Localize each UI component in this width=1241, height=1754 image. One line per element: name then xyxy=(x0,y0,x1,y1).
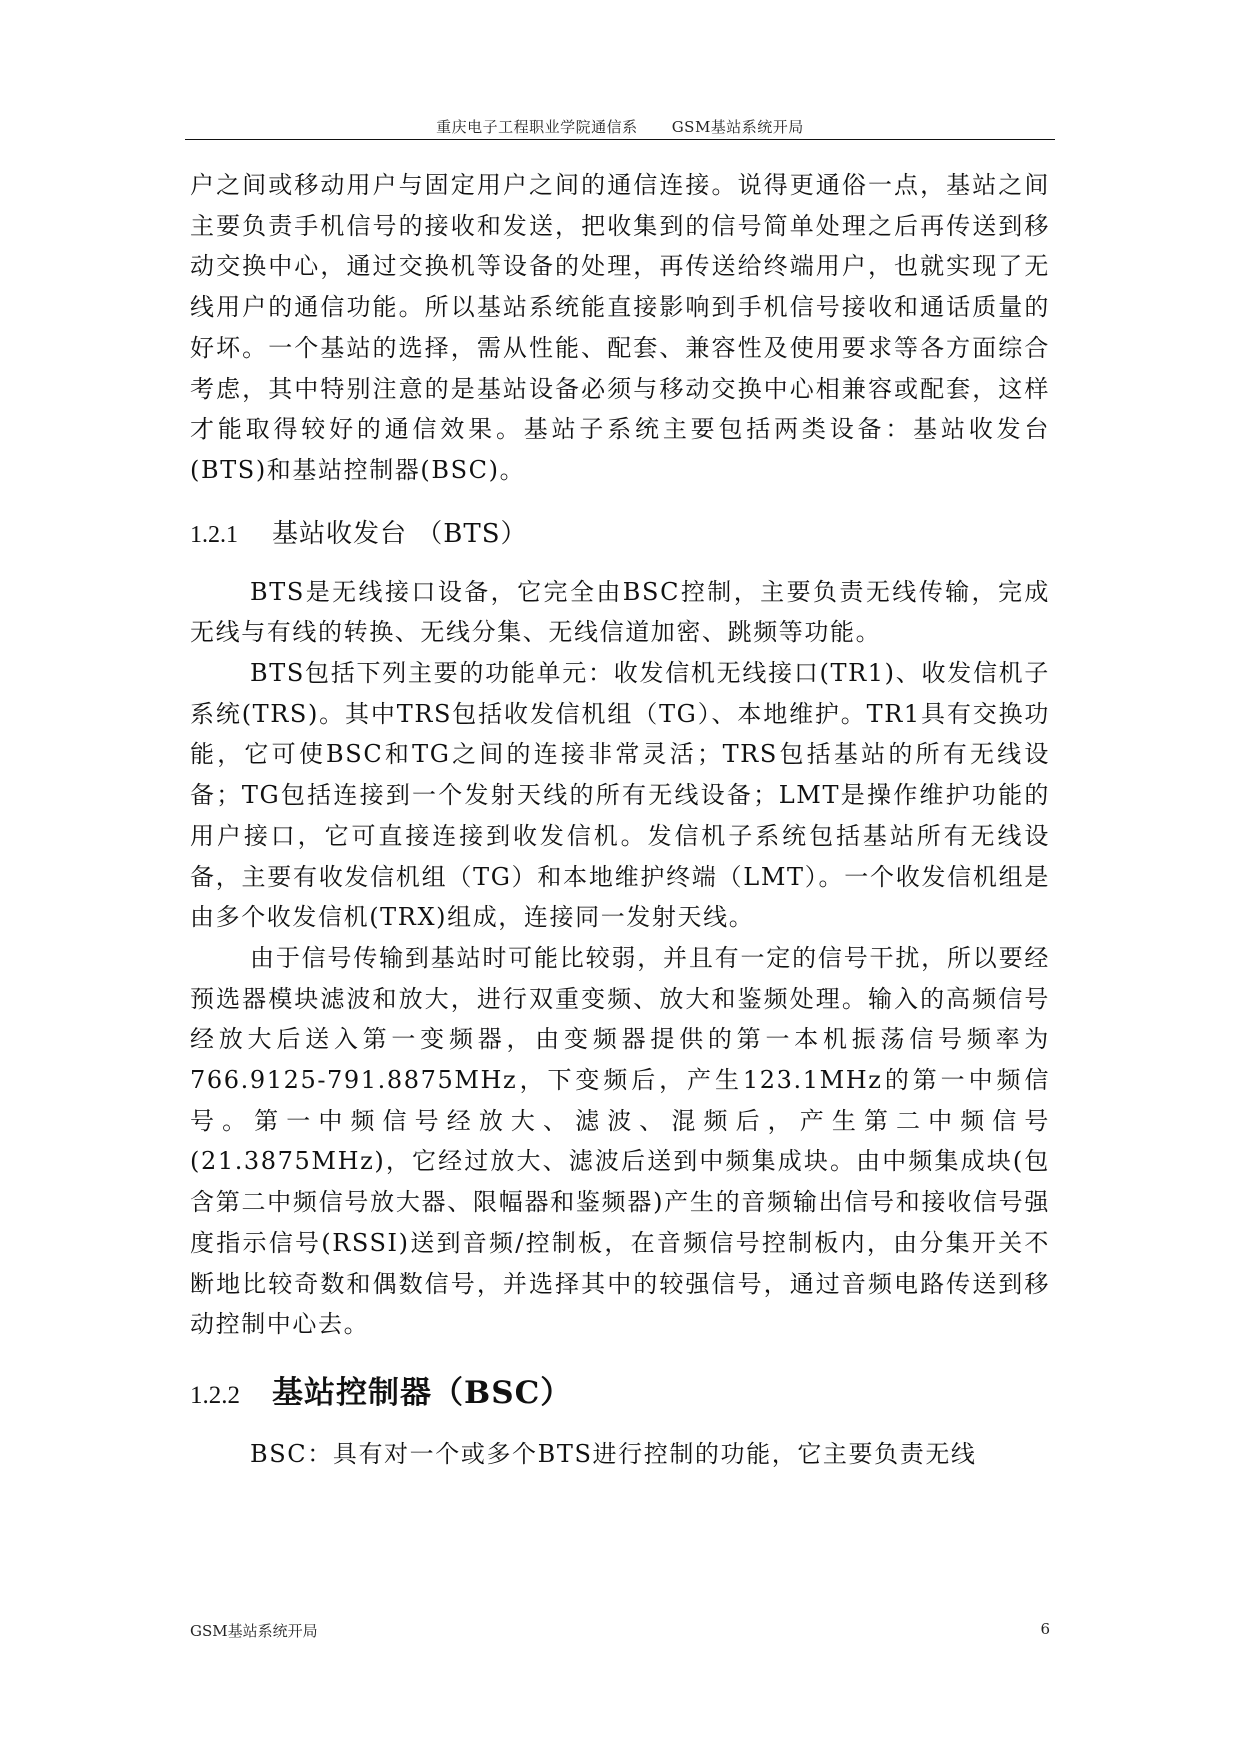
page-number: 6 xyxy=(1040,1620,1050,1638)
section-number: 1.2.1 xyxy=(190,521,238,548)
paragraph-5: BSC：具有对一个或多个BTS进行控制的功能，它主要负责无线 xyxy=(250,1439,977,1468)
header-rule xyxy=(185,139,1055,140)
page-header xyxy=(185,116,1055,137)
section-number: 1.2.2 xyxy=(190,1381,240,1409)
page-footer xyxy=(190,1620,1050,1641)
paragraph-3: BTS包括下列主要的功能单元：收发信机无线接口(TR1)、收发信机子系统(TRS)。其中TRS包括收发信机组（TG）、本地维护。TR1具有交换功能，它可使BSC和TG之间的连接非常灵活；TRS包括基站的所有无线设备；TG包括连接到一个发射天线的所有无线设备；LMT是操作维护功能的用户接口，它可直接连接到收发信机。发信机子系统包括基站所有无线设备，主要有收发信机组（TG）和本地维护终端（LMT）。一个收发信机组是由多个收发信机(TRX)组成，连接同一发射天线。 xyxy=(190,659,1050,932)
section-title: 基站控制器（BSC） xyxy=(272,1374,573,1411)
section-heading-1-2-1 xyxy=(190,513,1050,550)
page-body xyxy=(190,165,1050,1475)
paragraph-1: 户之间或移动用户与固定用户之间的通信连接。说得更通俗一点，基站之间主要负责手机信号的接收和发送，把收集到的信号简单处理之后再传送到移动交换中心，通过交换机等设备的处理，再传送给终端用户，也就实现了无线用户的通信功能。所以基站系统能直接影响到手机信号接收和通话质量的好坏。一个基站的选择，需从性能、配套、兼容性及使用要求等各方面综合考虑，其中特别注意的是基站设备必须与移动交换中心相兼容或配套，这样才能取得较好的通信效果。基站子系统主要包括两类设备：基站收发台(BTS)和基站控制器(BSC)。 xyxy=(190,171,1050,484)
footer-title: GSM基站系统开局 xyxy=(190,1622,318,1640)
header-right-text: GSM基站系统开局 xyxy=(671,118,804,136)
paragraph-4: 由于信号传输到基站时可能比较弱，并且有一定的信号干扰，所以要经预选器模块滤波和放大，进行双重变频、放大和鉴频处理。输入的高频信号经放大后送入第一变频器，由变频器提供的第一本机振荡信号频率为766.9125-791.8875MHz，下变频后，产生123.1MHz的第一中频信号。第一中频信号经放大、滤波、混频后，产生第二中频信号(21.3875MHz)，它经过放大、滤波后送到中频集成块。由中频集成块(包含第二中频信号放大器、限幅器和鉴频器)产生的音频输出信号和接收信号强度指示信号(RSSI)送到音频/控制板，在音频信号控制板内，由分集开关不断地比较奇数和偶数信号，并选择其中的较强信号，通过音频电路传送到移动控制中心去。 xyxy=(190,943,1050,1339)
paragraph-2: BTS是无线接口设备，它完全由BSC控制，主要负责无线传输，完成无线与有线的转换、无线分集、无线信道加密、跳频等功能。 xyxy=(190,577,1050,647)
section-heading-1-2-2 xyxy=(190,1367,1050,1412)
section-title: 基站收发台 （BTS） xyxy=(272,518,528,549)
header-left-text: 重庆电子工程职业学院通信系 xyxy=(436,118,638,136)
